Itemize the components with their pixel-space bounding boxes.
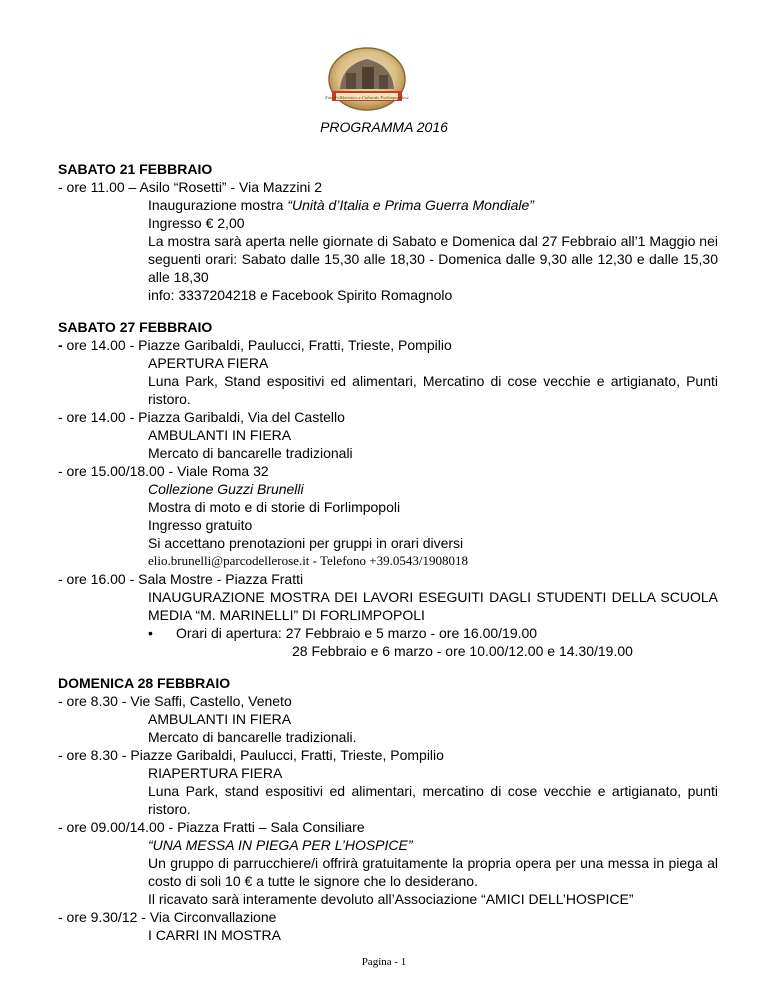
logo-image (322, 45, 412, 115)
event-detail: Un gruppo di parrucchiere/i offrirà gratuitamente la propria opera per una messa in piega al costo di soli 10 € a tutte le signore che lo desiderano. (148, 855, 718, 889)
event-line: - ore 14.00 - Piazze Garibaldi, Paulucci, Fratti, Trieste, Pompilio (58, 337, 452, 353)
day-heading: SABATO 27 FEBBRAIO (58, 319, 213, 335)
page-title: PROGRAMMA 2016 (320, 119, 448, 135)
bullet-item: • Orari di apertura: 27 Febbraio e 5 marzo - ore 16.00/19.00 (148, 625, 538, 641)
page-footer: Pagina - 1 (361, 956, 407, 968)
event-detail: Mercato di bancarelle tradizionali (148, 445, 353, 461)
event-detail: Luna Park, Stand espositivi ed alimentari, Mercatino di cose vecchie e artigianato, Punti ristoro. (148, 373, 718, 407)
event-detail: Inaugurazione mostra “Unità d’Italia e Prima Guerra Mondiale” (148, 197, 534, 213)
day-heading: DOMENICA 28 FEBBRAIO (58, 675, 231, 691)
event-line: - ore 11.00 – Asilo “Rosetti” - Via Mazzini 2 (58, 179, 323, 195)
event-detail: APERTURA FIERA (148, 355, 269, 371)
day-section (58, 674, 718, 944)
event-detail: RIAPERTURA FIERA (148, 765, 283, 781)
event-detail: Ingresso gratuito (148, 517, 253, 533)
event-line: - ore 15.00/18.00 - Viale Roma 32 (58, 463, 269, 479)
day-section (58, 318, 718, 660)
day-section (58, 160, 718, 304)
event-detail: “UNA MESSA IN PIEGA PER L’HOSPICE” (148, 837, 413, 853)
event-line: - ore 14.00 - Piazza Garibaldi, Via del Castello (58, 409, 345, 425)
event-detail: La mostra sarà aperta nelle giornate di Sabato e Domenica dal 27 Febbraio all’1 Maggio nei seguenti orari: Sabato dalle 15,30 alle 18,30 - Domenica dalle 9,30 alle 12,30 e dalle 15,30 alle 18,30 (148, 233, 718, 285)
event-line: - ore 8.30 - Vie Saffi, Castello, Veneto (58, 693, 292, 709)
contact-line: elio.brunelli@parcodellerose.it - Telefono +39.0543/1908018 (148, 553, 468, 568)
event-detail: I CARRI IN MOSTRA (148, 927, 282, 943)
logo-text: Ente Folkloristico e Culturale Forlimpopolese (325, 95, 409, 100)
event-detail: Mercato di bancarelle tradizionali. (148, 729, 357, 745)
event-detail: Il ricavato sarà interamente devoluto all’Associazione “AMICI DELL’HOSPICE” (148, 891, 634, 907)
event-detail: Collezione Guzzi Brunelli (148, 481, 304, 497)
event-detail: Luna Park, stand espositivi ed alimentari, mercatino di cose vecchie e artigianato, punti ristoro. (148, 783, 718, 817)
event-detail: Ingresso € 2,00 (148, 215, 245, 231)
event-line: - ore 8.30 - Piazze Garibaldi, Paulucci, Fratti, Trieste, Pompilio (58, 747, 444, 763)
event-line: - ore 9.30/12 - Via Circonvallazione (58, 909, 277, 925)
event-line: - ore 09.00/14.00 - Piazza Fratti – Sala Consiliare (58, 819, 365, 835)
bullet-continuation: 28 Febbraio e 6 marzo - ore 10.00/12.00 e 14.30/19.00 (292, 643, 633, 659)
event-detail: AMBULANTI IN FIERA (148, 427, 292, 443)
event-detail: INAUGURAZIONE MOSTRA DEI LAVORI ESEGUITI DAGLI STUDENTI DELLA SCUOLA MEDIA “M. MARINELLI” DI FORLIMPOPOLI (148, 589, 718, 623)
event-line: - ore 16.00 - Sala Mostre - Piazza Fratti (58, 571, 304, 587)
event-detail: AMBULANTI IN FIERA (148, 711, 292, 727)
event-detail: Mostra di moto e di storie di Forlimpopoli (148, 499, 401, 515)
day-heading: SABATO 21 FEBBRAIO (58, 161, 213, 177)
program-body (58, 160, 718, 958)
event-detail: info: 3337204218 e Facebook Spirito Romagnolo (148, 287, 453, 303)
bullet-icon: • (148, 625, 153, 641)
event-detail: Si accettano prenotazioni per gruppi in orari diversi (148, 535, 464, 551)
